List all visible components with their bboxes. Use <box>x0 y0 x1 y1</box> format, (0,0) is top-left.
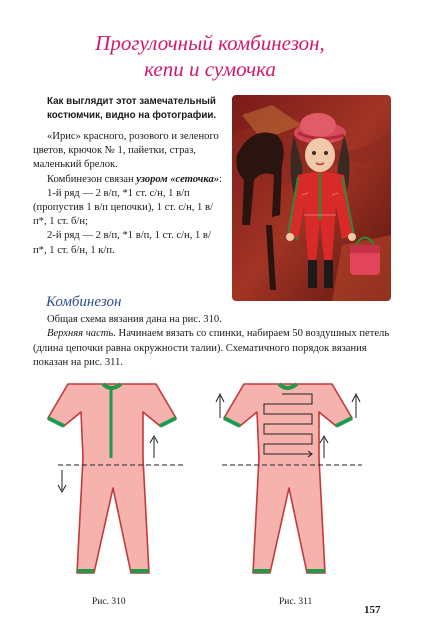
figure-311 <box>212 378 362 596</box>
intro-text <box>33 95 223 258</box>
figure-310 <box>36 378 186 596</box>
doll-photo-illustration <box>232 95 391 301</box>
upper-part-label: Верхняя часть. <box>47 328 116 340</box>
pattern-intro <box>33 173 223 187</box>
lead-line-2: костюмчик, видно на фотографии. <box>47 110 217 121</box>
lead-line-1: Как выглядит этот замечательный <box>47 96 216 107</box>
jumpsuit-diagram-310 <box>36 378 186 596</box>
pattern-prefix: Комбинезон связан <box>47 173 137 185</box>
section-heading: Комбинезон <box>46 294 122 310</box>
doll-photo <box>232 95 391 301</box>
section-paragraph-1: Общая схема вязания дана на рис. 310. <box>47 314 222 325</box>
materials-text: «Ирис» красного, розового и зеленого цветов, крючок № 1, пайетки, страз, маленький брелок. <box>33 131 219 171</box>
row-1-instruction: 1-й ряд — 2 в/п, *1 ст. с/н, 1 в/п (пропустив 1 в/п цепочки), 1 ст. с/н, 1 в/п*, 1 ст. б/н; <box>33 187 213 228</box>
pattern-name: узором «сеточка» <box>136 173 220 185</box>
page-title <box>30 30 390 82</box>
upper-part-text: Начинаем вязать со спинки, набираем 50 воздушных петель (длина цепочки равна окружности талии). Схематичного порядок вязания показан на рис. 311. <box>33 328 390 368</box>
figure-311-caption: Рис. 311 <box>279 597 313 607</box>
page-number: 157 <box>364 604 381 616</box>
title-line-2: кепи и сумочка <box>144 57 276 81</box>
section-paragraph-2 <box>33 327 391 370</box>
figure-310-caption: Рис. 310 <box>92 597 126 607</box>
title-line-1: Прогулочный комбинезон, <box>95 31 325 55</box>
jumpsuit-diagram-311 <box>212 378 362 596</box>
row-2-instruction: 2-й ряд — 2 в/п, *1 в/п, 1 ст. с/н, 1 в/п*, 1 ст. б/н, 1 к/п. <box>33 230 211 256</box>
pattern-suffix: : <box>219 173 222 185</box>
section-body <box>33 313 391 370</box>
